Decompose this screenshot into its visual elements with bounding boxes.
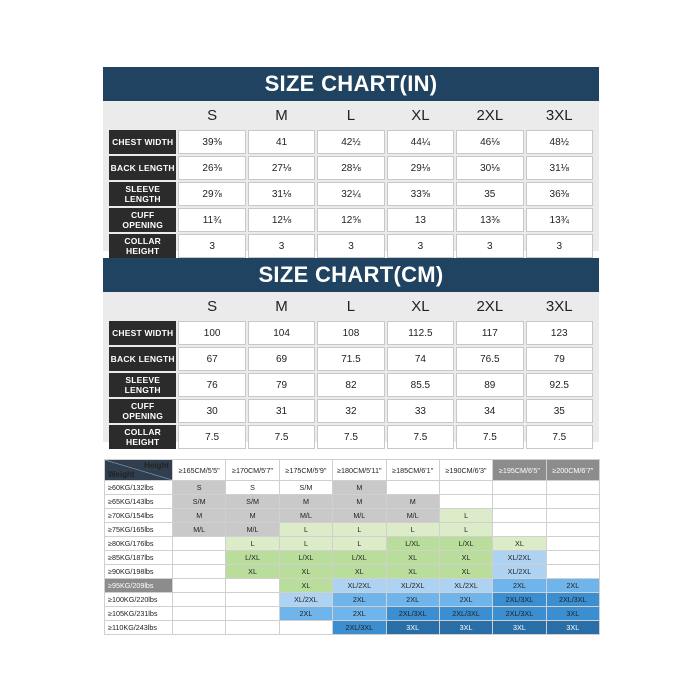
row-label: CUFF OPENING xyxy=(109,208,176,232)
measurement-cell: 33⅝ xyxy=(387,182,454,206)
table-row xyxy=(105,537,600,551)
table-row xyxy=(105,495,600,509)
size-header-s: S xyxy=(207,107,218,124)
measurement-cell: 35 xyxy=(526,399,593,423)
size-cell: 2XL xyxy=(439,593,492,607)
size-cell xyxy=(173,621,226,635)
size-cell xyxy=(493,495,546,509)
size-cell: 2XL xyxy=(546,579,599,593)
size-cell: XL xyxy=(333,565,386,579)
size-cell: L xyxy=(279,523,332,537)
size-cell xyxy=(173,607,226,621)
size-cell: XL/2XL xyxy=(439,579,492,593)
size-cell: L/XL xyxy=(279,551,332,565)
size-cell: 2XL/3XL xyxy=(386,607,439,621)
measurement-cell: 7.5 xyxy=(526,425,593,449)
measurement-cell: 71.5 xyxy=(317,347,384,371)
measurement-cell: 67 xyxy=(178,347,245,371)
size-cell: XL xyxy=(439,565,492,579)
weight-label: ≥100KG/220lbs xyxy=(105,593,173,607)
measurement-cell: 7.5 xyxy=(317,425,384,449)
height-header: ≥170CM/5'7" xyxy=(226,460,279,481)
measurement-cell: 39⅜ xyxy=(178,130,245,154)
measurement-cell: 31⅛ xyxy=(526,156,593,180)
measurement-cell: 13 xyxy=(387,208,454,232)
measurement-cell: 12⅛ xyxy=(248,208,315,232)
size-cell xyxy=(546,509,599,523)
measurement-cell: 42½ xyxy=(317,130,384,154)
table-row xyxy=(105,523,600,537)
size-cell xyxy=(173,537,226,551)
weight-label: ≥90KG/198lbs xyxy=(105,565,173,579)
size-cell xyxy=(226,593,279,607)
size-cell xyxy=(173,565,226,579)
size-cell xyxy=(173,579,226,593)
size-cell: M/L xyxy=(279,509,332,523)
height-header: ≥190CM/6'3" xyxy=(439,460,492,481)
row-label: COLLAR HEIGHT xyxy=(109,234,176,258)
table-row xyxy=(109,373,593,397)
size-header-xl: XL xyxy=(411,298,430,315)
size-cell: L/XL xyxy=(226,551,279,565)
size-cell: 2XL xyxy=(333,593,386,607)
measurement-cell: 31⅛ xyxy=(248,182,315,206)
size-cell: L xyxy=(439,509,492,523)
measurement-cell: 34 xyxy=(456,399,523,423)
table-row xyxy=(105,481,600,495)
size-cell xyxy=(279,621,332,635)
size-cell xyxy=(493,523,546,537)
weight-label: ≥85KG/187lbs xyxy=(105,551,173,565)
measurement-cell: 7.5 xyxy=(178,425,245,449)
weight-axis-label: Weight xyxy=(108,470,135,479)
size-cell xyxy=(546,481,599,495)
measurement-cell: 3 xyxy=(248,234,315,258)
table-row xyxy=(109,182,593,206)
measurement-cell: 104 xyxy=(248,321,315,345)
size-cell: 2XL xyxy=(279,607,332,621)
size-cell: L/XL xyxy=(333,551,386,565)
measurement-cell: 79 xyxy=(526,347,593,371)
size-cell: L xyxy=(279,537,332,551)
size-header-s: S xyxy=(207,298,218,315)
measurement-cell: 100 xyxy=(178,321,245,345)
height-header: ≥195CM/6'5" xyxy=(493,460,546,481)
size-cell: M/L xyxy=(226,523,279,537)
height-axis-label: Height xyxy=(144,461,169,470)
measurement-cell: 31 xyxy=(248,399,315,423)
measurement-cell: 3 xyxy=(387,234,454,258)
size-cell: M/L xyxy=(173,523,226,537)
table-row xyxy=(109,234,593,258)
measurement-cell: 3 xyxy=(526,234,593,258)
size-cell: M xyxy=(333,481,386,495)
measurement-cell: 108 xyxy=(317,321,384,345)
table-row xyxy=(109,347,593,371)
row-label: SLEEVE LENGTH xyxy=(109,373,176,397)
measurement-cell: 7.5 xyxy=(456,425,523,449)
size-cell: 3XL xyxy=(546,607,599,621)
row-label: BACK LENGTH xyxy=(109,156,176,180)
measurement-cell: 12⅝ xyxy=(317,208,384,232)
measurement-cell: 48½ xyxy=(526,130,593,154)
measurement-cell: 112.5 xyxy=(387,321,454,345)
measurement-cell: 35 xyxy=(456,182,523,206)
measurement-cell: 41 xyxy=(248,130,315,154)
row-label: CHEST WIDTH xyxy=(109,130,176,154)
size-cell: XL xyxy=(279,565,332,579)
size-cell: XL xyxy=(386,565,439,579)
size-header-m: M xyxy=(275,298,288,315)
size-cell: XL/2XL xyxy=(493,565,546,579)
measurement-cell: 30 xyxy=(178,399,245,423)
size-cell xyxy=(226,579,279,593)
size-cell: M xyxy=(279,495,332,509)
height-header: ≥165CM/5'5" xyxy=(173,460,226,481)
measurement-cell: 32¼ xyxy=(317,182,384,206)
size-chart-cm-table xyxy=(107,292,595,451)
measurement-cell: 13⅜ xyxy=(456,208,523,232)
table-corner xyxy=(109,294,176,319)
size-cell: M/L xyxy=(386,509,439,523)
table-row xyxy=(109,156,593,180)
table-row xyxy=(109,399,593,423)
size-chart-cm-title: SIZE CHART(CM) xyxy=(103,258,599,292)
size-cell: 3XL xyxy=(386,621,439,635)
size-header-l: L xyxy=(346,107,356,124)
measurement-cell: 7.5 xyxy=(387,425,454,449)
size-header-m: M xyxy=(275,107,288,124)
size-chart-cm xyxy=(103,258,599,447)
size-cell xyxy=(386,481,439,495)
size-cell: XL/2XL xyxy=(333,579,386,593)
measurement-cell: 3 xyxy=(178,234,245,258)
measurement-cell: 76.5 xyxy=(456,347,523,371)
measurement-cell: 3 xyxy=(317,234,384,258)
measurement-cell: 44¼ xyxy=(387,130,454,154)
weight-label: ≥110KG/243lbs xyxy=(105,621,173,635)
table-row xyxy=(105,621,600,635)
size-header-2xl: 2XL xyxy=(476,107,504,124)
size-cell: S/M xyxy=(279,481,332,495)
size-header-3xl: 3XL xyxy=(545,298,573,315)
table-row xyxy=(105,551,600,565)
height-header: ≥175CM/5'9" xyxy=(279,460,332,481)
measurement-cell: 27⅛ xyxy=(248,156,315,180)
size-cell: 2XL/3XL xyxy=(493,593,546,607)
size-chart-cm-card xyxy=(103,292,599,447)
size-cell: XL xyxy=(279,579,332,593)
row-label: COLLAR HEIGHT xyxy=(109,425,176,449)
table-corner xyxy=(109,103,176,128)
measurement-cell: 117 xyxy=(456,321,523,345)
table-row xyxy=(109,425,593,449)
weight-label: ≥60KG/132lbs xyxy=(105,481,173,495)
size-cell xyxy=(439,495,492,509)
measurement-cell: 46⅛ xyxy=(456,130,523,154)
size-cell xyxy=(173,593,226,607)
size-cell xyxy=(493,509,546,523)
weight-label: ≥75KG/165lbs xyxy=(105,523,173,537)
size-cell: XL/2XL xyxy=(279,593,332,607)
size-cell: S/M xyxy=(173,495,226,509)
size-cell: S xyxy=(226,481,279,495)
weight-label: ≥105KG/231lbs xyxy=(105,607,173,621)
size-header-2xl: 2XL xyxy=(476,298,504,315)
table-row xyxy=(105,607,600,621)
size-header-l: L xyxy=(346,298,356,315)
size-cell xyxy=(439,481,492,495)
size-chart-in xyxy=(103,67,599,256)
height-header: ≥200CM/6'7" xyxy=(546,460,599,481)
size-cell: L/XL xyxy=(439,537,492,551)
size-cell: 2XL/3XL xyxy=(546,593,599,607)
size-chart-in-table xyxy=(107,101,595,260)
measurement-cell: 74 xyxy=(387,347,454,371)
size-cell: 2XL/3XL xyxy=(493,607,546,621)
size-cell: S xyxy=(173,481,226,495)
size-cell: L/XL xyxy=(386,537,439,551)
row-label: CHEST WIDTH xyxy=(109,321,176,345)
table-row xyxy=(105,565,600,579)
size-cell: S/M xyxy=(226,495,279,509)
size-header-3xl: 3XL xyxy=(545,107,573,124)
size-cell xyxy=(173,551,226,565)
weight-label: ≥95KG/209lbs xyxy=(105,579,173,593)
measurement-cell: 79 xyxy=(248,373,315,397)
measurement-cell: 29⅞ xyxy=(178,182,245,206)
size-cell: L xyxy=(333,523,386,537)
size-cell xyxy=(546,551,599,565)
size-cell xyxy=(546,537,599,551)
measurement-cell: 36⅜ xyxy=(526,182,593,206)
size-cell: 3XL xyxy=(546,621,599,635)
size-cell xyxy=(546,565,599,579)
height-header: ≥180CM/5'11" xyxy=(333,460,386,481)
measurement-cell: 85.5 xyxy=(387,373,454,397)
row-label: BACK LENGTH xyxy=(109,347,176,371)
size-cell xyxy=(546,495,599,509)
table-row xyxy=(105,593,600,607)
size-cell: XL xyxy=(386,551,439,565)
measurement-cell: 7.5 xyxy=(248,425,315,449)
measurement-cell: 92.5 xyxy=(526,373,593,397)
size-cell xyxy=(226,607,279,621)
size-cell: M xyxy=(333,495,386,509)
size-cell: L xyxy=(386,523,439,537)
table-row xyxy=(109,208,593,232)
size-cell: 2XL xyxy=(386,593,439,607)
measurement-cell: 76 xyxy=(178,373,245,397)
size-cell xyxy=(226,621,279,635)
size-cell: XL/2XL xyxy=(386,579,439,593)
table-row xyxy=(105,579,600,593)
size-header-xl: XL xyxy=(411,107,430,124)
measurement-cell: 29⅛ xyxy=(387,156,454,180)
measurement-cell: 13¾ xyxy=(526,208,593,232)
size-cell: M xyxy=(226,509,279,523)
size-cell xyxy=(546,523,599,537)
measurement-cell: 28⅛ xyxy=(317,156,384,180)
size-cell: 2XL xyxy=(333,607,386,621)
measurement-cell: 89 xyxy=(456,373,523,397)
row-label: CUFF OPENING xyxy=(109,399,176,423)
size-cell: L xyxy=(439,523,492,537)
row-label: SLEEVE LENGTH xyxy=(109,182,176,206)
weight-label: ≥65KG/143lbs xyxy=(105,495,173,509)
table-row xyxy=(109,130,593,154)
size-cell: XL xyxy=(493,537,546,551)
measurement-cell: 26⅜ xyxy=(178,156,245,180)
size-cell: M xyxy=(386,495,439,509)
size-recommendation-table xyxy=(104,459,600,635)
size-cell: L xyxy=(226,537,279,551)
size-cell: M xyxy=(173,509,226,523)
weight-label: ≥80KG/176lbs xyxy=(105,537,173,551)
measurement-cell: 30⅛ xyxy=(456,156,523,180)
table-row xyxy=(109,321,593,345)
size-cell: 2XL xyxy=(493,579,546,593)
size-cell: 2XL/3XL xyxy=(333,621,386,635)
size-cell xyxy=(493,481,546,495)
measurement-cell: 82 xyxy=(317,373,384,397)
size-cell: XL xyxy=(439,551,492,565)
size-cell: 3XL xyxy=(493,621,546,635)
measurement-cell: 32 xyxy=(317,399,384,423)
size-cell: 3XL xyxy=(439,621,492,635)
measurement-cell: 33 xyxy=(387,399,454,423)
height-weight-corner xyxy=(105,460,173,481)
size-chart-in-card xyxy=(103,101,599,256)
measurement-cell: 3 xyxy=(456,234,523,258)
size-cell: M/L xyxy=(333,509,386,523)
size-cell: XL/2XL xyxy=(493,551,546,565)
measurement-cell: 123 xyxy=(526,321,593,345)
size-cell: 2XL/3XL xyxy=(439,607,492,621)
size-cell: XL xyxy=(226,565,279,579)
height-header: ≥185CM/6'1" xyxy=(386,460,439,481)
measurement-cell: 69 xyxy=(248,347,315,371)
weight-label: ≥70KG/154lbs xyxy=(105,509,173,523)
size-chart-in-title: SIZE CHART(IN) xyxy=(103,67,599,101)
size-cell: L xyxy=(333,537,386,551)
table-row xyxy=(105,509,600,523)
measurement-cell: 11¾ xyxy=(178,208,245,232)
